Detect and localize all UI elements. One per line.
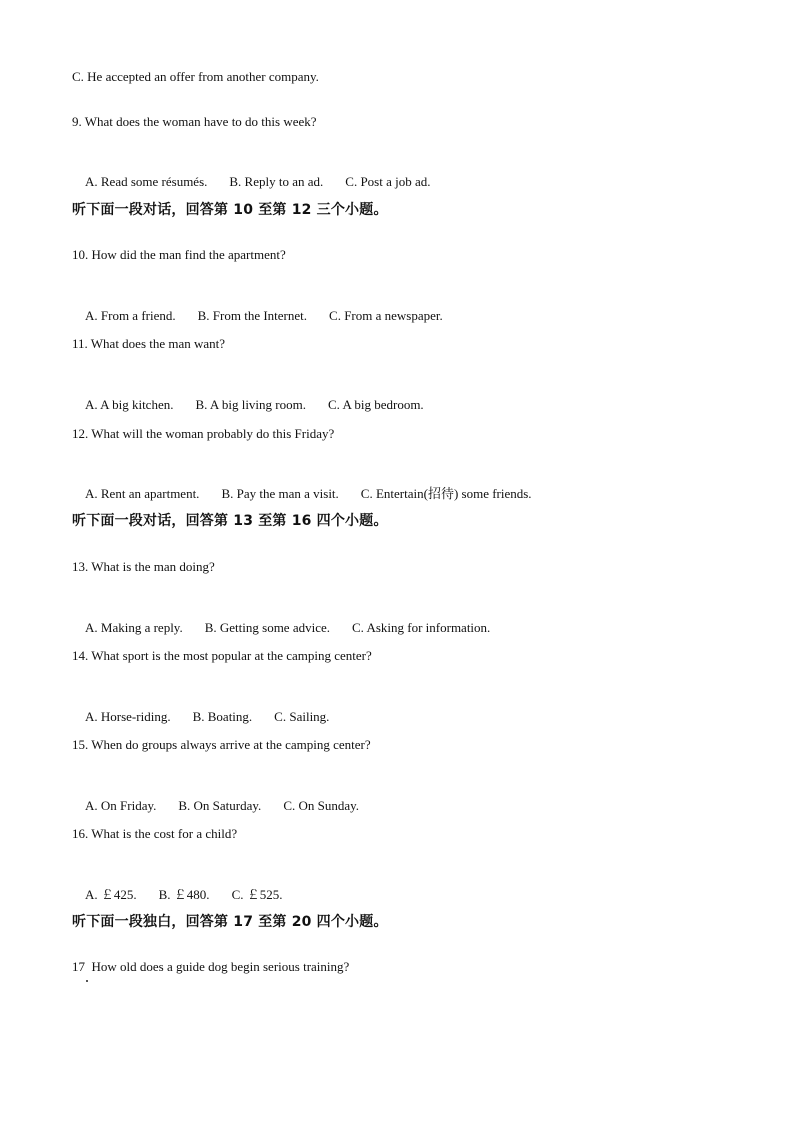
option-11c: C. A big bedroom. (327, 397, 424, 412)
question-9: 9. What does the woman have to do this week? (72, 114, 317, 129)
option-12a: A. Rent an apartment. (85, 486, 200, 501)
option-line-8c: C. He accepted an offer from another company. (72, 69, 319, 84)
question-10: 10. How did the man find the apartment? (72, 247, 286, 262)
stray-dot (86, 980, 88, 982)
option-16c: C. ￡525. (231, 887, 283, 902)
option-14a: A. Horse-riding. (85, 709, 171, 724)
options-16 (72, 871, 282, 919)
options-13 (72, 604, 490, 652)
section-heading-13-16: 听下面一段对话，回答第 13 至第 16 四个小题。 (72, 513, 388, 529)
question-15: 15. When do groups always arrive at the camping center? (72, 737, 371, 752)
section-heading-17-20: 听下面一段独白，回答第 17 至第 20 四个小题。 (72, 914, 388, 930)
options-11 (72, 381, 424, 429)
options-14 (72, 693, 329, 741)
options-15 (72, 782, 359, 830)
option-9b: B. Reply to an ad. (229, 174, 324, 189)
option-9a: A. Read some résumés. (85, 174, 208, 189)
option-16b: B. ￡480. (158, 887, 210, 902)
question-16: 16. What is the cost for a child? (72, 826, 238, 841)
option-14b: B. Boating. (192, 709, 253, 724)
question-12: 12. What will the woman probably do this Friday? (72, 426, 335, 441)
option-14c: C. Sailing. (274, 709, 330, 724)
options-9 (72, 158, 431, 206)
option-10c: C. From a newspaper. (329, 308, 443, 323)
option-13a: A. Making a reply. (85, 620, 183, 635)
option-12b: B. Pay the man a visit. (221, 486, 339, 501)
option-9c: C. Post a job ad. (345, 174, 431, 189)
question-13: 13. What is the man doing? (72, 559, 215, 574)
option-15c: C. On Sunday. (283, 798, 360, 813)
question-17: 17 How old does a guide dog begin serious training? (72, 959, 350, 974)
option-10a: A. From a friend. (85, 308, 176, 323)
section-heading-10-12: 听下面一段对话，回答第 10 至第 12 三个小题。 (72, 202, 388, 218)
option-15a: A. On Friday. (85, 798, 157, 813)
options-10 (72, 292, 443, 340)
option-15b: B. On Saturday. (178, 798, 262, 813)
option-11a: A. A big kitchen. (85, 397, 174, 412)
option-13b: B. Getting some advice. (204, 620, 330, 635)
option-13c: C. Asking for information. (352, 620, 491, 635)
question-11: 11. What does the man want? (72, 336, 226, 351)
option-10b: B. From the Internet. (197, 308, 308, 323)
question-14: 14. What sport is the most popular at the camping center? (72, 648, 372, 663)
option-16a: A. ￡425. (85, 887, 137, 902)
option-11b: B. A big living room. (195, 397, 306, 412)
options-12 (72, 470, 532, 518)
option-12c: C. Entertain(招待) some friends. (360, 486, 532, 501)
